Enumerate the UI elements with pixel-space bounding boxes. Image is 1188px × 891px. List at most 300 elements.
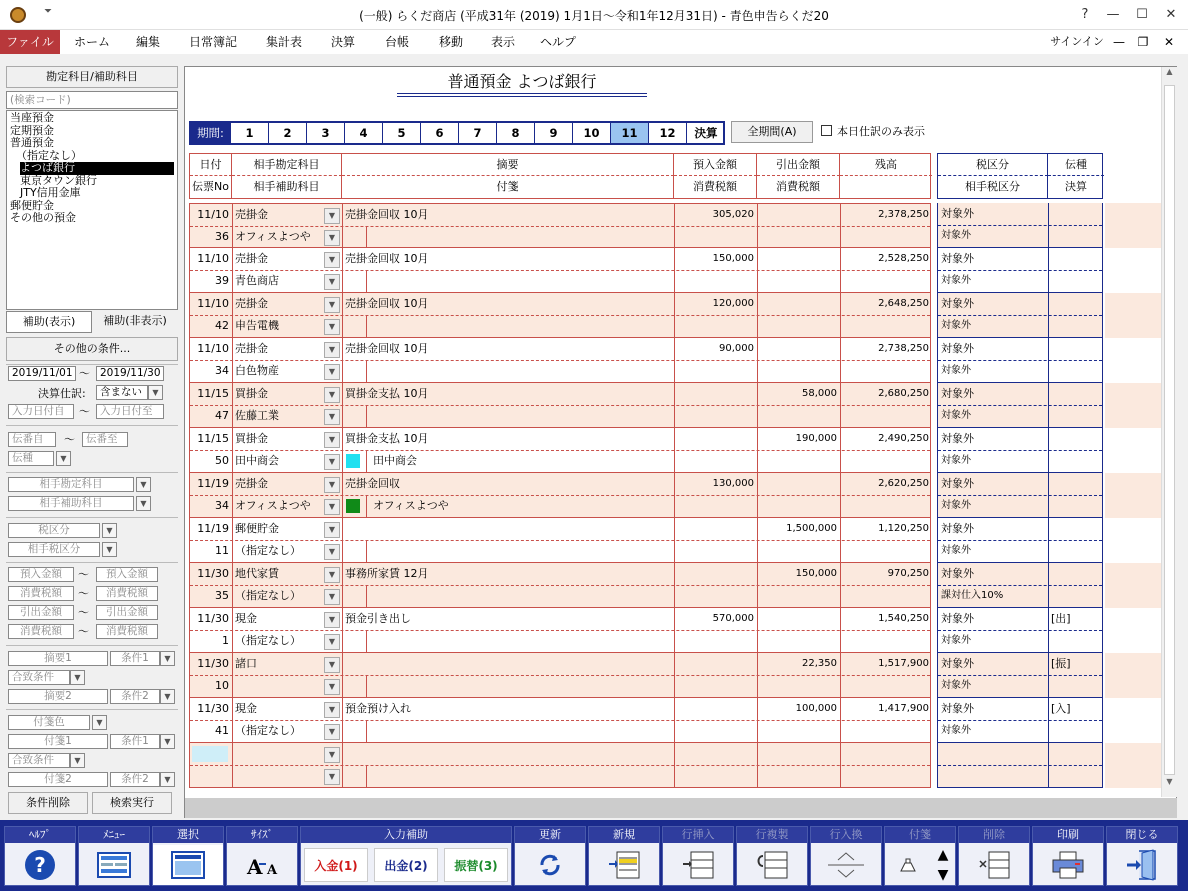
row-date[interactable]: 11/10 [197, 297, 229, 310]
menu-ledger[interactable]: 台帳 [384, 35, 409, 49]
row-tag[interactable] [370, 540, 670, 562]
chevron-down-icon[interactable]: ▼ [56, 451, 71, 466]
row-partner-tax[interactable]: 課対仕入10% [941, 590, 1004, 601]
signin-link[interactable]: サインイン [1050, 35, 1104, 48]
transfer-entry-button[interactable]: 振替(3) [444, 848, 508, 882]
row-partner-account[interactable]: 売掛金 [235, 208, 268, 221]
row-date[interactable]: 11/10 [197, 208, 229, 221]
row-partner-account[interactable]: 売掛金 [235, 477, 268, 490]
withdraw-from-input[interactable]: 引出金額 [8, 605, 74, 620]
tax-category-select[interactable]: 税区分 [8, 523, 100, 538]
period-month-6[interactable]: 6 [421, 123, 459, 143]
row-withdraw[interactable] [757, 204, 840, 226]
table-row[interactable] [189, 338, 931, 383]
row-tag[interactable] [370, 226, 670, 248]
table-row[interactable] [189, 473, 931, 518]
chevron-down-icon[interactable]: ▼ [136, 477, 151, 492]
row-tax-category[interactable]: 対象外 [941, 702, 974, 715]
input-date-from[interactable]: 入力日付自 [8, 404, 74, 419]
menu-settle[interactable]: 決算 [330, 35, 355, 49]
row-slip-kind[interactable] [1048, 563, 1104, 585]
chevron-down-icon[interactable]: ▼ [324, 454, 340, 470]
partner-tax-select[interactable]: 相手税区分 [8, 542, 100, 557]
row-slip-no[interactable]: 41 [215, 724, 229, 737]
row-deposit[interactable]: 130,000 [712, 478, 754, 489]
chevron-down-icon[interactable]: ▼ [324, 387, 340, 403]
withdraw-tax-to-input[interactable]: 消費税額 [96, 624, 158, 639]
row-tax-category[interactable]: 対象外 [941, 387, 974, 400]
list-item-selected[interactable]: よつば銀行 [20, 162, 174, 175]
row-slip-kind[interactable] [1048, 338, 1104, 360]
chevron-down-icon[interactable]: ▼ [136, 496, 151, 511]
clear-conditions-button[interactable]: 条件削除 [8, 792, 88, 814]
row-memo[interactable]: 売掛金回収 10月 [345, 208, 429, 221]
match-select[interactable]: 合致条件 [8, 670, 70, 685]
chevron-down-icon[interactable]: ▼ [324, 589, 340, 605]
period-month-9[interactable]: 9 [535, 123, 573, 143]
menu-button[interactable]: ﾒﾆｭｰ [78, 826, 150, 886]
row-date[interactable]: 11/30 [197, 567, 229, 580]
row-withdraw[interactable] [757, 293, 840, 315]
memo2-input[interactable]: 摘要2 [8, 689, 108, 704]
list-item[interactable]: その他の預金 [10, 211, 76, 224]
row-memo[interactable] [342, 518, 674, 540]
row-copy-button[interactable]: 行複製 [736, 826, 808, 886]
chevron-down-icon[interactable]: ▼ [92, 715, 107, 730]
chevron-down-icon[interactable]: ▼ [324, 522, 340, 538]
menu-daily[interactable]: 日常簿記 [188, 35, 237, 49]
menu-move[interactable]: 移動 [438, 35, 463, 49]
row-slip-kind[interactable] [1048, 428, 1104, 450]
row-partner-sub[interactable]: 青色商店 [235, 274, 279, 287]
tag-match-select[interactable]: 合致条件 [8, 753, 70, 768]
deposit-tax-to-input[interactable]: 消費税額 [96, 586, 158, 601]
row-memo[interactable]: 預金預け入れ [345, 702, 411, 715]
all-period-button[interactable]: 全期間(A) [731, 121, 813, 143]
period-month-2[interactable]: 2 [269, 123, 307, 143]
row-tag[interactable] [370, 360, 670, 382]
row-memo[interactable]: 売掛金回収 10月 [345, 297, 429, 310]
row-tax-category[interactable]: 対象外 [941, 297, 974, 310]
row-partner-tax[interactable]: 対象外 [941, 410, 971, 421]
period-month-8[interactable]: 8 [497, 123, 535, 143]
date-from-input[interactable]: 2019/11/01 [8, 366, 76, 381]
chevron-down-icon[interactable]: ▼ [324, 567, 340, 583]
row-partner-account[interactable]: 買掛金 [235, 432, 268, 445]
row-balance[interactable]: 1,540,250 [878, 613, 929, 624]
help-icon[interactable]: ? [1081, 7, 1089, 22]
chevron-down-icon[interactable]: ▼ [324, 252, 340, 268]
row-partner-sub[interactable]: 申告電機 [235, 319, 279, 332]
menu-file[interactable]: ファイル [0, 30, 60, 54]
row-slip-no[interactable]: 1 [222, 634, 229, 647]
slip-from-input[interactable]: 伝番自 [8, 432, 56, 447]
menu-summary[interactable]: 集計表 [265, 35, 302, 49]
row-partner-sub[interactable]: 佐藤工業 [235, 409, 279, 422]
chevron-down-icon[interactable]: ▼ [148, 385, 163, 400]
row-withdraw[interactable]: 58,000 [802, 388, 837, 399]
deposit-to-input[interactable]: 預入金額 [96, 567, 158, 582]
row-tax-category[interactable]: 対象外 [941, 612, 974, 625]
row-memo[interactable]: 買掛金支払 10月 [345, 387, 429, 400]
tax-row[interactable] [937, 338, 1103, 383]
row-partner-tax[interactable]: 対象外 [941, 365, 971, 376]
row-tax-category[interactable]: 対象外 [941, 342, 974, 355]
row-slip-no[interactable]: 42 [215, 319, 229, 332]
row-date[interactable]: 11/10 [197, 342, 229, 355]
withdraw-tax-from-input[interactable]: 消費税額 [8, 624, 74, 639]
row-date[interactable]: 11/15 [197, 432, 229, 445]
row-date[interactable]: 11/30 [197, 657, 229, 670]
withdraw-to-input[interactable]: 引出金額 [96, 605, 158, 620]
quick-access-icon[interactable]: ⏷ [44, 6, 52, 17]
row-balance[interactable]: 2,620,250 [878, 478, 929, 489]
chevron-down-icon[interactable]: ▼ [324, 657, 340, 673]
row-slip-no[interactable]: 10 [215, 679, 229, 692]
tax-row[interactable] [937, 428, 1103, 473]
select-button[interactable]: 選択 [152, 826, 224, 886]
update-button[interactable]: 更新 [514, 826, 586, 886]
period-month-3[interactable]: 3 [307, 123, 345, 143]
menu-view[interactable]: 表示 [490, 35, 515, 49]
row-deposit[interactable] [674, 653, 757, 675]
row-tag[interactable] [370, 270, 670, 292]
row-memo[interactable] [342, 653, 674, 675]
row-tax-category[interactable]: 対象外 [941, 477, 974, 490]
doc-close-icon[interactable]: ✕ [1163, 35, 1175, 49]
row-date[interactable]: 11/15 [197, 387, 229, 400]
slip-type-select[interactable]: 伝種 [8, 451, 54, 466]
list-item[interactable]: （指定なし） [16, 148, 82, 162]
row-partner-tax[interactable]: 対象外 [941, 455, 971, 466]
row-tag[interactable]: オフィスよつや [373, 499, 449, 512]
tag1-input[interactable]: 付箋1 [8, 734, 108, 749]
chevron-down-icon[interactable]: ▼ [160, 772, 175, 787]
chevron-down-icon[interactable]: ▼ [102, 523, 117, 538]
row-slip-kind[interactable] [1048, 203, 1104, 225]
period-month-11[interactable]: 11 [611, 123, 649, 143]
row-partner-tax[interactable]: 対象外 [941, 500, 971, 511]
deposit-entry-button[interactable]: 入金(1) [304, 848, 368, 882]
tax-row[interactable] [937, 473, 1103, 518]
chevron-down-icon[interactable]: ▼ [324, 477, 340, 493]
row-deposit[interactable] [674, 698, 757, 720]
period-month-1[interactable]: 1 [231, 123, 269, 143]
period-month-12[interactable]: 12 [649, 123, 687, 143]
row-deposit[interactable]: 150,000 [712, 253, 754, 264]
row-slip-no[interactable]: 50 [215, 454, 229, 467]
row-deposit[interactable]: 90,000 [719, 343, 754, 354]
input-date-to[interactable]: 入力日付至 [96, 404, 164, 419]
tax-row[interactable] [937, 563, 1103, 608]
list-item[interactable]: JTY信用金庫 [20, 186, 81, 199]
table-row[interactable] [189, 653, 931, 698]
row-deposit[interactable] [674, 563, 757, 585]
list-item[interactable]: 普通預金 [10, 136, 54, 149]
menu-edit[interactable]: 編集 [135, 35, 160, 49]
row-partner-sub[interactable]: （指定なし） [235, 544, 301, 557]
row-partner-account[interactable]: 売掛金 [235, 297, 268, 310]
row-slip-no[interactable]: 36 [215, 230, 229, 243]
table-row[interactable] [189, 518, 931, 563]
row-withdraw[interactable] [757, 608, 840, 630]
deposit-from-input[interactable]: 預入金額 [8, 567, 74, 582]
row-withdraw[interactable] [757, 473, 840, 495]
table-row[interactable] [189, 248, 931, 293]
chevron-down-icon[interactable]: ▼ [102, 542, 117, 557]
row-deposit[interactable] [674, 428, 757, 450]
other-conditions-button[interactable]: その他の条件... [6, 337, 178, 361]
row-memo[interactable]: 売掛金回収 10月 [345, 252, 429, 265]
menu-home[interactable]: ホーム [73, 35, 110, 49]
row-tag[interactable]: 田中商会 [373, 454, 417, 467]
table-row[interactable] [189, 428, 931, 473]
settle-select[interactable]: 含まない [96, 385, 148, 400]
row-date[interactable]: 11/30 [197, 702, 229, 715]
table-row[interactable] [189, 563, 931, 608]
row-withdraw[interactable]: 22,350 [802, 658, 837, 669]
chevron-down-icon[interactable]: ▼ [324, 747, 340, 763]
tag-color-swatch[interactable] [346, 499, 360, 513]
table-row[interactable] [189, 203, 931, 248]
chevron-down-icon[interactable]: ▼ [324, 679, 340, 695]
vertical-scrollbar[interactable] [1161, 67, 1177, 797]
row-withdraw[interactable]: 190,000 [795, 433, 837, 444]
row-tax-category[interactable]: 対象外 [941, 522, 974, 535]
row-withdraw[interactable] [757, 338, 840, 360]
minimize-icon[interactable]: — [1106, 7, 1120, 22]
table-row[interactable] [189, 293, 931, 338]
row-partner-account[interactable]: 郵便貯金 [235, 522, 279, 535]
row-partner-account[interactable]: 売掛金 [235, 252, 268, 265]
search-code-input[interactable]: (検索コード) [6, 91, 178, 109]
row-partner-tax[interactable]: 対象外 [941, 635, 971, 646]
chevron-down-icon[interactable]: ▼ [324, 230, 340, 246]
row-partner-account[interactable]: 現金 [235, 612, 257, 625]
row-balance[interactable]: 2,490,250 [878, 433, 929, 444]
row-balance[interactable]: 1,417,900 [878, 703, 929, 714]
row-balance[interactable]: 2,378,250 [878, 209, 929, 220]
chevron-down-icon[interactable]: ▼ [70, 670, 85, 685]
tax-row[interactable] [937, 203, 1103, 248]
row-date[interactable]: 11/30 [197, 612, 229, 625]
cond2-select[interactable]: 条件2 [110, 689, 160, 704]
tax-row[interactable] [937, 383, 1103, 428]
row-slip-kind[interactable] [1048, 248, 1104, 270]
chevron-down-icon[interactable]: ▼ [324, 342, 340, 358]
row-slip-no[interactable]: 47 [215, 409, 229, 422]
row-slip-no[interactable]: 39 [215, 274, 229, 287]
chevron-down-icon[interactable]: ▼ [160, 651, 175, 666]
row-date[interactable]: 11/19 [197, 522, 229, 535]
chevron-down-icon[interactable]: ▼ [324, 769, 340, 785]
row-slip-no[interactable]: 11 [215, 544, 229, 557]
date-input[interactable] [192, 746, 228, 762]
size-button[interactable]: ｻｲｽﾞ A A [226, 826, 298, 886]
row-partner-tax[interactable]: 対象外 [941, 275, 971, 286]
row-balance[interactable]: 970,250 [887, 568, 929, 579]
row-partner-tax[interactable]: 対象外 [941, 680, 971, 691]
tax-row[interactable] [937, 518, 1103, 563]
row-date[interactable]: 11/10 [197, 252, 229, 265]
row-tag[interactable] [370, 315, 670, 337]
row-deposit[interactable]: 570,000 [712, 613, 754, 624]
row-deposit[interactable]: 305,020 [712, 209, 754, 220]
delete-button[interactable]: 削除 [958, 826, 1030, 886]
row-partner-account[interactable]: 地代家賃 [235, 567, 279, 580]
row-partner-sub[interactable] [232, 675, 324, 697]
period-month-4[interactable]: 4 [345, 123, 383, 143]
search-button[interactable]: 検索実行 [92, 792, 172, 814]
row-tax-category[interactable]: 対象外 [941, 567, 974, 580]
row-slip-kind[interactable]: [出] [1051, 612, 1071, 625]
row-memo[interactable]: 預金引き出し [345, 612, 411, 625]
row-balance[interactable]: 1,517,900 [878, 658, 929, 669]
table-row[interactable] [189, 743, 931, 788]
row-memo[interactable]: 事務所家賃 12月 [345, 567, 429, 580]
row-partner-sub[interactable]: （指定なし） [235, 634, 301, 647]
period-month-10[interactable]: 10 [573, 123, 611, 143]
row-partner-account[interactable]: 買掛金 [235, 387, 268, 400]
row-tag[interactable] [370, 630, 670, 652]
row-date[interactable]: 11/19 [197, 477, 229, 490]
chevron-down-icon[interactable]: ▼ [160, 689, 175, 704]
chevron-down-icon[interactable]: ▼ [324, 364, 340, 380]
date-to-input[interactable]: 2019/11/30 [96, 366, 164, 381]
row-withdraw[interactable]: 150,000 [795, 568, 837, 579]
row-tag[interactable] [370, 585, 670, 607]
close-button[interactable]: 閉じる [1106, 826, 1178, 886]
row-swap-button[interactable]: 行入換 [810, 826, 882, 886]
row-tax-category[interactable]: 対象外 [941, 657, 974, 670]
chevron-down-icon[interactable]: ▼ [70, 753, 85, 768]
list-item[interactable]: 東京タウン銀行 [20, 173, 97, 187]
chevron-down-icon[interactable]: ▼ [324, 634, 340, 650]
row-slip-no[interactable]: 35 [215, 589, 229, 602]
tag-cond1-select[interactable]: 条件1 [110, 734, 160, 749]
row-partner-sub[interactable]: オフィスよつや [235, 230, 311, 243]
row-memo[interactable]: 売掛金回収 10月 [345, 342, 429, 355]
row-partner-account[interactable]: 売掛金 [235, 342, 268, 355]
tag-button[interactable]: 付箋 ▲ ▼ [884, 826, 956, 886]
chevron-down-icon[interactable]: ▼ [324, 297, 340, 313]
row-slip-kind[interactable]: [入] [1051, 702, 1071, 715]
row-partner-sub[interactable]: 田中商会 [235, 454, 279, 467]
row-balance[interactable]: 1,120,250 [878, 523, 929, 534]
tax-row[interactable] [937, 248, 1103, 293]
row-withdraw[interactable] [757, 248, 840, 270]
memo1-input[interactable]: 摘要1 [8, 651, 108, 666]
tag-up-icon[interactable]: ▲ [937, 847, 949, 863]
row-deposit[interactable] [674, 518, 757, 540]
print-button[interactable]: 印刷 [1032, 826, 1104, 886]
row-tax-category[interactable]: 対象外 [941, 432, 974, 445]
row-partner-sub[interactable]: 白色物産 [235, 364, 279, 377]
table-row[interactable] [189, 608, 931, 653]
row-partner-tax[interactable]: 対象外 [941, 545, 971, 556]
row-partner-tax[interactable]: 対象外 [941, 320, 971, 331]
restore-icon[interactable]: ❐ [1137, 35, 1149, 49]
chevron-down-icon[interactable]: ▼ [324, 274, 340, 290]
partner-account-select[interactable]: 相手勘定科目 [8, 477, 134, 492]
tab-sub-show[interactable]: 補助(表示) [6, 311, 92, 333]
row-slip-kind[interactable] [1048, 383, 1104, 405]
row-balance[interactable]: 2,528,250 [878, 253, 929, 264]
slip-to-input[interactable]: 伝番至 [82, 432, 128, 447]
row-slip-kind[interactable] [1048, 518, 1104, 540]
row-tag[interactable] [370, 405, 670, 427]
row-memo[interactable]: 買掛金支払 10月 [345, 432, 429, 445]
row-balance[interactable]: 2,648,250 [878, 298, 929, 309]
new-button[interactable]: 新規 [588, 826, 660, 886]
row-partner-account[interactable]: 諸口 [235, 657, 257, 670]
deposit-tax-from-input[interactable]: 消費税額 [8, 586, 74, 601]
chevron-down-icon[interactable]: ▼ [324, 409, 340, 425]
chevron-down-icon[interactable]: ▼ [324, 499, 340, 515]
row-partner-sub[interactable]: （指定なし） [235, 589, 301, 602]
tag-down-icon[interactable]: ▼ [937, 867, 949, 883]
scroll-down-icon[interactable]: ▼ [1166, 777, 1173, 786]
list-item[interactable]: 郵便貯金 [10, 198, 54, 212]
help-button[interactable]: ﾍﾙﾌﾟ ? [4, 826, 76, 886]
list-item[interactable]: 当座預金 [10, 111, 54, 124]
row-balance[interactable]: 2,738,250 [878, 343, 929, 354]
partner-sub-select[interactable]: 相手補助科目 [8, 496, 134, 511]
row-balance[interactable]: 2,680,250 [878, 388, 929, 399]
period-month-13[interactable]: 決算 [694, 126, 718, 140]
row-partner-sub[interactable]: オフィスよつや [235, 499, 311, 512]
table-row[interactable] [189, 383, 931, 428]
row-tag[interactable] [370, 720, 670, 742]
row-partner-sub[interactable]: （指定なし） [235, 724, 301, 737]
row-tax-category[interactable]: 対象外 [941, 252, 974, 265]
chevron-down-icon[interactable]: ▼ [324, 432, 340, 448]
chevron-down-icon[interactable]: ▼ [324, 702, 340, 718]
menu-help[interactable]: ヘルプ [539, 35, 576, 49]
row-slip-kind[interactable] [1048, 473, 1104, 495]
ribbon-min-icon[interactable]: — [1113, 35, 1125, 49]
row-partner-tax[interactable]: 対象外 [941, 230, 971, 241]
period-month-7[interactable]: 7 [459, 123, 497, 143]
tax-row[interactable] [937, 608, 1103, 653]
row-withdraw[interactable]: 100,000 [795, 703, 837, 714]
withdraw-entry-button[interactable]: 出金(2) [374, 848, 438, 882]
tag2-input[interactable]: 付箋2 [8, 772, 108, 787]
row-insert-button[interactable]: 行挿入 [662, 826, 734, 886]
scroll-up-icon[interactable]: ▲ [1166, 67, 1173, 76]
today-only-checkbox[interactable] [821, 125, 832, 136]
close-icon[interactable]: ✕ [1165, 7, 1177, 22]
row-deposit[interactable] [674, 383, 757, 405]
cond1-select[interactable]: 条件1 [110, 651, 160, 666]
row-partner-tax[interactable]: 対象外 [941, 725, 971, 736]
tax-row[interactable] [937, 743, 1103, 788]
row-slip-kind[interactable] [1048, 293, 1104, 315]
chevron-down-icon[interactable]: ▼ [324, 208, 340, 224]
table-row[interactable] [189, 698, 931, 743]
chevron-down-icon[interactable]: ▼ [160, 734, 175, 749]
list-item[interactable]: 定期預金 [10, 123, 54, 137]
chevron-down-icon[interactable]: ▼ [324, 544, 340, 560]
row-slip-no[interactable]: 34 [215, 499, 229, 512]
tab-sub-hide[interactable]: 補助(非表示) [103, 314, 167, 327]
tax-row[interactable] [937, 653, 1103, 698]
tag-color-swatch[interactable] [346, 454, 360, 468]
tax-row[interactable] [937, 293, 1103, 338]
row-partner-account[interactable]: 現金 [235, 702, 257, 715]
row-withdraw[interactable]: 1,500,000 [786, 523, 837, 534]
row-tag[interactable] [370, 675, 670, 697]
